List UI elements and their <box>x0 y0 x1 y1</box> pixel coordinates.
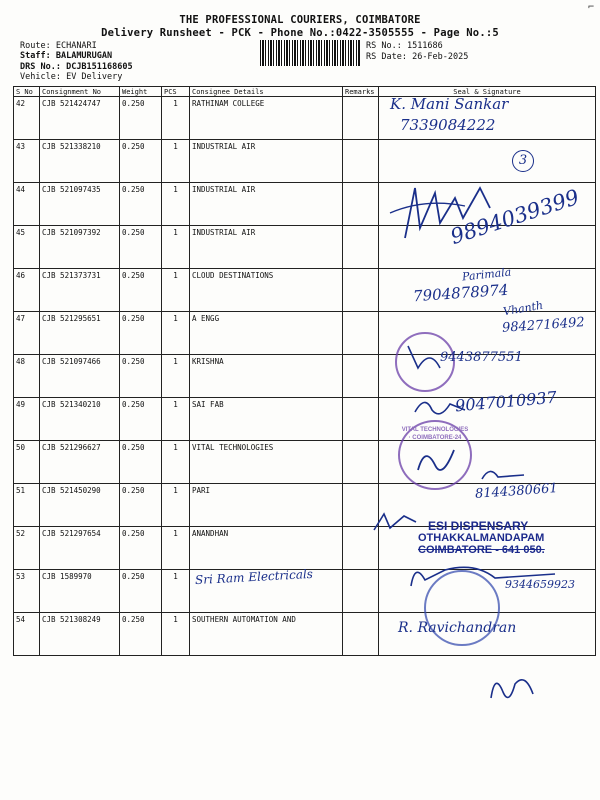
cell-pcs: 1 <box>162 570 190 613</box>
cell-pcs: 1 <box>162 441 190 484</box>
cell-weight: 0.250 <box>120 398 162 441</box>
signature-scribble-5 <box>478 465 528 485</box>
hand-name-10: R. Ravichandran <box>398 620 517 636</box>
staff-value: BALAMURUGAN <box>55 51 113 61</box>
cell-pcs: 1 <box>162 484 190 527</box>
esi-line-2: OTHAKKALMANDAPAM <box>418 532 545 544</box>
cell-sno: 48 <box>14 355 40 398</box>
cell-sno: 44 <box>14 183 40 226</box>
hand-phone-4: 9842716492 <box>501 315 586 336</box>
cell-pcs: 1 <box>162 312 190 355</box>
hand-phone-7: 8144380661 <box>474 481 559 502</box>
cell-consignment: CJB 521338210 <box>40 140 120 183</box>
col-consignment: Consignment No <box>40 87 120 97</box>
hand-name-4: Vhanth <box>502 298 545 319</box>
cell-consignee: INDUSTRIAL AIR <box>190 140 343 183</box>
rs-no-value: 1511686 <box>406 41 443 51</box>
staff-line: Staff: BALAMURUGAN <box>20 51 113 61</box>
cell-sno: 43 <box>14 140 40 183</box>
barcode <box>260 40 360 66</box>
cell-sno: 52 <box>14 527 40 570</box>
cell-pcs: 1 <box>162 527 190 570</box>
cell-remarks <box>343 183 379 226</box>
cell-weight: 0.250 <box>120 312 162 355</box>
hand-phone-1: 7339084222 <box>400 116 496 134</box>
cell-pcs: 1 <box>162 355 190 398</box>
vital-stamp: VITAL TECHNOLOGIES · COIMBATORE-24 <box>398 420 472 490</box>
cell-pcs: 1 <box>162 226 190 269</box>
cell-remarks <box>343 97 379 140</box>
cell-consignee: INDUSTRIAL AIR <box>190 226 343 269</box>
cell-consignee: INDUSTRIAL AIR <box>190 183 343 226</box>
cell-consignment: CJB 521097435 <box>40 183 120 226</box>
cell-remarks <box>343 398 379 441</box>
col-consignee: Consignee Details <box>190 87 343 97</box>
cell-consignment: CJB 521297654 <box>40 527 120 570</box>
drs-line: DRS No.: DCJB151168605 <box>20 62 133 72</box>
col-pcs: PCS <box>162 87 190 97</box>
hand-phone-5: 9443877551 <box>440 350 523 365</box>
col-weight: Weight <box>120 87 162 97</box>
rs-date-line: RS Date: 26-Feb-2025 <box>366 52 469 62</box>
cell-remarks <box>343 355 379 398</box>
cell-sno: 54 <box>14 613 40 656</box>
runsheet-title: Delivery Runsheet - PCK - Phone No.:0422-3505555 - Page No.:5 <box>101 27 499 39</box>
cell-consignee: A ENGG <box>190 312 343 355</box>
cell-weight: 0.250 <box>120 140 162 183</box>
signature-scribble-4 <box>410 440 460 480</box>
cell-consignment: CJB 521373731 <box>40 269 120 312</box>
cell-weight: 0.250 <box>120 484 162 527</box>
drs-value: DCJB151168605 <box>66 62 133 72</box>
cell-consignee: ANANDHAN <box>190 527 343 570</box>
rs-no-line: RS No.: 1511686 <box>366 41 443 51</box>
signature-scribble-6 <box>370 508 420 538</box>
rs-date-value: 26-Feb-2025 <box>412 52 469 62</box>
table-row <box>14 226 596 269</box>
hand-phone-9: 9344659923 <box>505 578 575 591</box>
vehicle-line: Vehicle: EV Delivery <box>20 72 123 82</box>
esi-stamp <box>418 520 545 556</box>
cell-remarks <box>343 226 379 269</box>
hand-name-1: K. Mani Sankar <box>390 95 509 113</box>
cell-sno: 49 <box>14 398 40 441</box>
vehicle-value: EV Delivery <box>66 72 123 82</box>
esi-line-3: COIMBATORE - 641 050. <box>418 544 545 556</box>
cell-remarks <box>343 312 379 355</box>
cell-sno: 45 <box>14 226 40 269</box>
col-remarks: Remarks <box>343 87 379 97</box>
cell-consignee: PARI <box>190 484 343 527</box>
cell-weight: 0.250 <box>120 183 162 226</box>
hand-phone-2: 9894039399 <box>447 184 583 250</box>
cell-consignment: CJB 521308249 <box>40 613 120 656</box>
cell-pcs: 1 <box>162 269 190 312</box>
company-title: THE PROFESSIONAL COURIERS, COIMBATORE <box>179 14 421 26</box>
cell-remarks <box>343 570 379 613</box>
route-value: ECHANARI <box>55 41 97 51</box>
route-line: Route: ECHANARI <box>20 41 97 51</box>
col-signature: Seal & Signature <box>379 87 596 97</box>
cell-consignment: CJB 521295651 <box>40 312 120 355</box>
cell-weight: 0.250 <box>120 441 162 484</box>
cell-remarks <box>343 441 379 484</box>
cell-pcs: 1 <box>162 140 190 183</box>
cell-weight: 0.250 <box>120 613 162 656</box>
cell-weight: 0.250 <box>120 97 162 140</box>
cell-weight: 0.250 <box>120 226 162 269</box>
cell-sno: 53 <box>14 570 40 613</box>
signature-scribble-8 <box>485 668 540 708</box>
cell-sno: 47 <box>14 312 40 355</box>
cell-weight: 0.250 <box>120 269 162 312</box>
col-sno: S No <box>14 87 40 97</box>
cell-pcs: 1 <box>162 97 190 140</box>
hand-phone-3: 7904878974 <box>412 280 509 306</box>
hand-name-3: Parimala <box>461 265 512 284</box>
cell-remarks <box>343 269 379 312</box>
cell-pcs: 1 <box>162 183 190 226</box>
esi-line-1: ESI DISPENSARY <box>428 519 529 533</box>
cell-weight: 0.250 <box>120 355 162 398</box>
cell-consignment: CJB 521340210 <box>40 398 120 441</box>
cell-consignee: SOUTHERN AUTOMATION AND <box>190 613 343 656</box>
cell-consignment: CJB 521424747 <box>40 97 120 140</box>
cell-consignment: CJB 521097392 <box>40 226 120 269</box>
hand-circle-3: 3 <box>512 150 534 172</box>
cell-consignee: SAI FAB <box>190 398 343 441</box>
cell-sno: 50 <box>14 441 40 484</box>
cell-consignment: CJB 521296627 <box>40 441 120 484</box>
cell-consignment: CJB 521097466 <box>40 355 120 398</box>
cell-remarks <box>343 140 379 183</box>
hand-name-8: Sri Ram Electricals <box>194 566 314 588</box>
cell-pcs: 1 <box>162 398 190 441</box>
cell-pcs: 1 <box>162 613 190 656</box>
hand-phone-6: 9047010937 <box>454 387 558 416</box>
cell-weight: 0.250 <box>120 570 162 613</box>
cell-weight: 0.250 <box>120 527 162 570</box>
cell-consignee: CLOUD DESTINATIONS <box>190 269 343 312</box>
corner-mark: ⌐ <box>587 2 594 13</box>
cell-consignee: KRISHNA <box>190 355 343 398</box>
table-row <box>14 140 596 183</box>
cell-sno: 42 <box>14 97 40 140</box>
cell-consignment: CJB 521450290 <box>40 484 120 527</box>
cell-consignment: CJB 1589970 <box>40 570 120 613</box>
cell-sno: 51 <box>14 484 40 527</box>
cell-consignee: VITAL TECHNOLOGIES <box>190 441 343 484</box>
cell-remarks <box>343 613 379 656</box>
cell-consignee: RATHINAM COLLEGE <box>190 97 343 140</box>
cell-sno: 46 <box>14 269 40 312</box>
